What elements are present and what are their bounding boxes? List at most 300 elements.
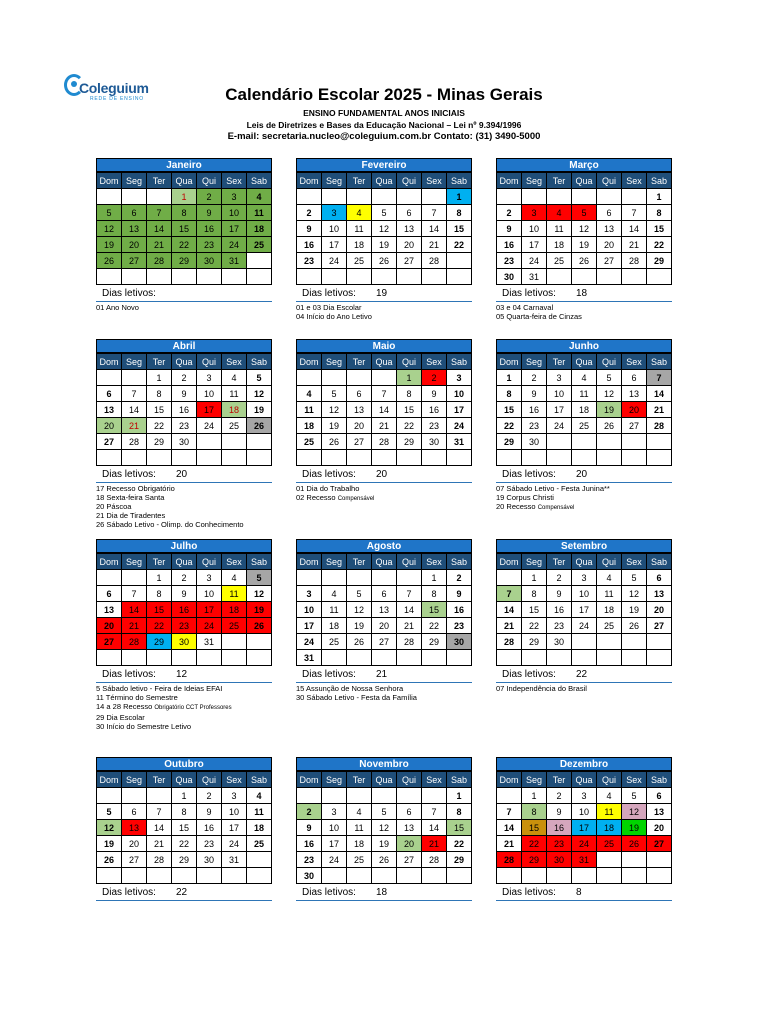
empty-cell xyxy=(522,189,547,205)
day-cell: 6 xyxy=(97,386,122,402)
weekday-header: Qui xyxy=(197,354,222,370)
day-cell: 18 xyxy=(597,602,622,618)
day-cell: 28 xyxy=(122,634,147,650)
day-cell: 5 xyxy=(597,370,622,386)
day-cell: 8 xyxy=(172,804,197,820)
day-cell: 2 xyxy=(547,788,572,804)
weekday-header: Sex xyxy=(222,173,247,189)
day-cell: 6 xyxy=(397,205,422,221)
day-cell: 29 xyxy=(147,634,172,650)
weekday-header: Sex xyxy=(422,772,447,788)
day-cell: 7 xyxy=(372,386,397,402)
day-cell: 21 xyxy=(147,836,172,852)
day-cell: 12 xyxy=(97,221,122,237)
day-cell: 8 xyxy=(172,205,197,221)
day-cell: 2 xyxy=(172,370,197,386)
note-item: 21 Dia de Tiradentes xyxy=(96,511,166,520)
day-cell: 17 xyxy=(297,618,322,634)
weekday-header: Dom xyxy=(297,554,322,570)
weekday-header: Sab xyxy=(247,554,272,570)
day-cell: 27 xyxy=(97,634,122,650)
day-cell: 31 xyxy=(447,434,472,450)
day-cell: 8 xyxy=(147,386,172,402)
weekday-header: Ter xyxy=(147,173,172,189)
school-days-value: 20 xyxy=(176,469,188,480)
day-cell: 2 xyxy=(547,570,572,586)
empty-cell xyxy=(647,434,672,450)
day-cell: 6 xyxy=(647,570,672,586)
month-title: Março xyxy=(496,158,672,172)
day-cell: 15 xyxy=(647,221,672,237)
day-cell: 16 xyxy=(197,820,222,836)
empty-cell xyxy=(347,269,372,285)
empty-cell xyxy=(397,650,422,666)
day-cell: 16 xyxy=(522,402,547,418)
weekday-header: Qui xyxy=(397,354,422,370)
day-cell: 10 xyxy=(322,820,347,836)
day-cell: 14 xyxy=(497,820,522,836)
day-cell: 25 xyxy=(597,836,622,852)
day-cell: 25 xyxy=(347,253,372,269)
note-item: 30 Início do Semestre Letivo xyxy=(96,722,192,731)
day-cell: 31 xyxy=(572,852,597,868)
day-cell: 11 xyxy=(222,586,247,602)
day-cell: 13 xyxy=(397,221,422,237)
empty-cell xyxy=(97,269,122,285)
empty-cell xyxy=(122,450,147,466)
month-notes xyxy=(96,303,272,312)
empty-cell xyxy=(422,269,447,285)
day-cell: 20 xyxy=(97,418,122,434)
day-cell: 13 xyxy=(647,586,672,602)
empty-cell xyxy=(247,450,272,466)
weekday-header: Sab xyxy=(247,354,272,370)
day-cell: 20 xyxy=(122,836,147,852)
day-cell: 21 xyxy=(422,836,447,852)
empty-cell xyxy=(372,868,397,884)
school-days-label: Dias letivos: xyxy=(102,469,156,480)
day-cell: 17 xyxy=(522,237,547,253)
school-days-label: Dias letivos: xyxy=(502,669,556,680)
month-table xyxy=(496,353,672,466)
empty-cell xyxy=(122,868,147,884)
day-cell: 22 xyxy=(172,237,197,253)
day-cell: 15 xyxy=(447,221,472,237)
empty-cell xyxy=(347,650,372,666)
day-cell: 31 xyxy=(197,634,222,650)
day-cell: 28 xyxy=(497,852,522,868)
school-days-value: 20 xyxy=(576,469,588,480)
contact-info: E-mail: secretaria.nucleo@coleguium.com.br Contato: (31) 3490-5000 xyxy=(227,131,541,142)
day-cell: 22 xyxy=(522,836,547,852)
weekday-header: Seg xyxy=(322,173,347,189)
weekday-header: Seg xyxy=(322,772,347,788)
day-cell: 3 xyxy=(197,570,222,586)
day-cell: 14 xyxy=(122,602,147,618)
day-cell: 27 xyxy=(347,434,372,450)
day-cell: 20 xyxy=(597,237,622,253)
day-cell: 30 xyxy=(197,852,222,868)
day-cell: 6 xyxy=(397,804,422,820)
month-notes xyxy=(96,684,272,731)
empty-cell xyxy=(647,269,672,285)
weekday-header: Sab xyxy=(647,354,672,370)
empty-cell xyxy=(397,269,422,285)
school-days-label: Dias letivos: xyxy=(102,288,156,299)
empty-cell xyxy=(647,634,672,650)
day-cell: 16 xyxy=(547,820,572,836)
empty-cell xyxy=(422,788,447,804)
empty-cell xyxy=(172,450,197,466)
month-table xyxy=(296,553,472,666)
weekday-header: Seg xyxy=(122,354,147,370)
weekday-header: Sab xyxy=(247,173,272,189)
weekday-header: Sab xyxy=(447,772,472,788)
day-cell: 21 xyxy=(122,418,147,434)
day-cell: 25 xyxy=(547,253,572,269)
day-cell: 27 xyxy=(397,253,422,269)
day-cell: 21 xyxy=(622,237,647,253)
weekday-header: Seg xyxy=(522,554,547,570)
weekday-header: Dom xyxy=(497,772,522,788)
weekday-header: Sex xyxy=(622,554,647,570)
day-cell: 7 xyxy=(497,586,522,602)
school-days xyxy=(496,669,672,683)
day-cell: 23 xyxy=(447,618,472,634)
weekday-header: Qui xyxy=(597,173,622,189)
month-notes xyxy=(296,684,472,702)
weekday-header: Ter xyxy=(147,554,172,570)
weekday-header: Qui xyxy=(197,772,222,788)
school-days xyxy=(96,288,272,302)
day-cell: 24 xyxy=(322,852,347,868)
day-cell: 10 xyxy=(447,386,472,402)
day-cell: 5 xyxy=(322,386,347,402)
empty-cell xyxy=(572,434,597,450)
day-cell: 22 xyxy=(647,237,672,253)
empty-cell xyxy=(197,269,222,285)
day-cell: 1 xyxy=(647,189,672,205)
day-cell: 28 xyxy=(422,253,447,269)
day-cell: 17 xyxy=(447,402,472,418)
weekday-header: Dom xyxy=(297,173,322,189)
empty-cell xyxy=(247,634,272,650)
day-cell: 7 xyxy=(397,586,422,602)
day-cell: 8 xyxy=(497,386,522,402)
empty-cell xyxy=(447,868,472,884)
day-cell: 27 xyxy=(622,418,647,434)
day-cell: 19 xyxy=(247,402,272,418)
empty-cell xyxy=(572,450,597,466)
day-cell: 23 xyxy=(497,253,522,269)
day-cell: 6 xyxy=(647,788,672,804)
school-days-value: 18 xyxy=(576,288,588,299)
day-cell: 19 xyxy=(372,836,397,852)
day-cell: 15 xyxy=(497,402,522,418)
note-item: 11 Término do Semestre xyxy=(96,693,178,702)
day-cell: 9 xyxy=(297,221,322,237)
school-days-label: Dias letivos: xyxy=(102,669,156,680)
school-days-value: 20 xyxy=(376,469,388,480)
empty-cell xyxy=(597,269,622,285)
month-table xyxy=(496,553,672,666)
note-item: 05 Quarta-feira de Cinzas xyxy=(496,312,582,321)
empty-cell xyxy=(297,450,322,466)
empty-cell xyxy=(597,650,622,666)
note-item: 20 Páscoa xyxy=(96,502,132,511)
day-cell: 20 xyxy=(397,237,422,253)
weekday-header: Sex xyxy=(622,354,647,370)
day-cell: 19 xyxy=(597,402,622,418)
school-days-label: Dias letivos: xyxy=(502,288,556,299)
day-cell: 24 xyxy=(572,618,597,634)
weekday-header: Qui xyxy=(197,554,222,570)
month-junho xyxy=(496,339,672,513)
day-cell: 19 xyxy=(322,418,347,434)
day-cell: 26 xyxy=(372,852,397,868)
empty-cell xyxy=(172,269,197,285)
empty-cell xyxy=(297,570,322,586)
day-cell: 22 xyxy=(397,418,422,434)
day-cell: 23 xyxy=(172,618,197,634)
day-cell: 12 xyxy=(247,586,272,602)
school-days-label: Dias letivos: xyxy=(502,469,556,480)
day-cell: 16 xyxy=(497,237,522,253)
empty-cell xyxy=(547,450,572,466)
day-cell: 6 xyxy=(122,205,147,221)
day-cell: 10 xyxy=(547,386,572,402)
day-cell: 13 xyxy=(397,820,422,836)
day-cell: 7 xyxy=(122,386,147,402)
day-cell: 10 xyxy=(222,804,247,820)
empty-cell xyxy=(622,434,647,450)
empty-cell xyxy=(397,788,422,804)
day-cell: 6 xyxy=(597,205,622,221)
month-abril xyxy=(96,339,272,529)
day-cell: 11 xyxy=(322,602,347,618)
day-cell: 22 xyxy=(422,618,447,634)
day-cell: 25 xyxy=(347,852,372,868)
day-cell: 1 xyxy=(397,370,422,386)
day-cell: 31 xyxy=(222,253,247,269)
day-cell: 12 xyxy=(622,586,647,602)
day-cell: 3 xyxy=(322,804,347,820)
empty-cell xyxy=(647,852,672,868)
day-cell: 23 xyxy=(547,836,572,852)
weekday-header: Qua xyxy=(372,554,397,570)
empty-cell xyxy=(447,253,472,269)
day-cell: 1 xyxy=(172,189,197,205)
day-cell: 13 xyxy=(622,386,647,402)
month-title: Outubro xyxy=(96,757,272,771)
day-cell: 15 xyxy=(522,602,547,618)
month-julho xyxy=(96,539,272,731)
day-cell: 8 xyxy=(422,586,447,602)
empty-cell xyxy=(622,650,647,666)
day-cell: 8 xyxy=(447,205,472,221)
day-cell: 17 xyxy=(322,237,347,253)
day-cell: 2 xyxy=(197,189,222,205)
day-cell: 24 xyxy=(222,237,247,253)
day-cell: 29 xyxy=(422,634,447,650)
day-cell: 12 xyxy=(322,402,347,418)
day-cell: 26 xyxy=(572,253,597,269)
day-cell: 12 xyxy=(572,221,597,237)
day-cell: 19 xyxy=(347,618,372,634)
day-cell: 8 xyxy=(522,586,547,602)
day-cell: 18 xyxy=(322,618,347,634)
empty-cell xyxy=(647,650,672,666)
day-cell: 3 xyxy=(297,586,322,602)
day-cell: 12 xyxy=(97,820,122,836)
note-item: 04 Início do Ano Letivo xyxy=(296,312,372,321)
day-cell: 7 xyxy=(497,804,522,820)
note-item: 01 Dia do Trabalho xyxy=(296,484,360,493)
day-cell: 7 xyxy=(122,586,147,602)
empty-cell xyxy=(547,868,572,884)
note-item: 20 Recesso Compensável xyxy=(496,502,575,511)
school-days xyxy=(496,288,672,302)
day-cell: 11 xyxy=(247,205,272,221)
day-cell: 11 xyxy=(347,221,372,237)
day-cell: 18 xyxy=(247,221,272,237)
day-cell: 10 xyxy=(222,205,247,221)
empty-cell xyxy=(322,570,347,586)
day-cell: 2 xyxy=(297,804,322,820)
empty-cell xyxy=(397,570,422,586)
empty-cell xyxy=(347,189,372,205)
month-notes xyxy=(496,684,672,693)
empty-cell xyxy=(497,788,522,804)
day-cell: 22 xyxy=(522,618,547,634)
day-cell: 21 xyxy=(422,237,447,253)
logo-name: Coleguium xyxy=(79,80,149,96)
day-cell: 11 xyxy=(572,386,597,402)
note-item: 01 Ano Novo xyxy=(96,303,139,312)
day-cell: 22 xyxy=(447,836,472,852)
school-days-value: 18 xyxy=(376,887,388,898)
empty-cell xyxy=(97,189,122,205)
empty-cell xyxy=(597,189,622,205)
day-cell: 22 xyxy=(147,418,172,434)
month-dezembro xyxy=(496,757,672,902)
day-cell: 13 xyxy=(122,820,147,836)
day-cell: 17 xyxy=(547,402,572,418)
day-cell: 14 xyxy=(647,386,672,402)
day-cell: 9 xyxy=(497,221,522,237)
month-maio xyxy=(296,339,472,504)
day-cell: 5 xyxy=(247,370,272,386)
empty-cell xyxy=(347,788,372,804)
day-cell: 26 xyxy=(97,253,122,269)
day-cell: 4 xyxy=(297,386,322,402)
day-cell: 11 xyxy=(597,586,622,602)
day-cell: 6 xyxy=(122,804,147,820)
weekday-header: Qui xyxy=(597,772,622,788)
note-item: 26 Sábado Letivo - Olimp. do Conhecimento xyxy=(96,520,244,529)
day-cell: 20 xyxy=(622,402,647,418)
empty-cell xyxy=(97,370,122,386)
day-cell: 29 xyxy=(647,253,672,269)
day-cell: 11 xyxy=(547,221,572,237)
month-outubro xyxy=(96,757,272,902)
weekday-header: Qui xyxy=(597,354,622,370)
day-cell: 10 xyxy=(297,602,322,618)
empty-cell xyxy=(222,269,247,285)
weekday-header: Dom xyxy=(97,772,122,788)
day-cell: 11 xyxy=(297,402,322,418)
day-cell: 26 xyxy=(347,634,372,650)
empty-cell xyxy=(322,370,347,386)
day-cell: 27 xyxy=(122,852,147,868)
empty-cell xyxy=(447,269,472,285)
note-item: 07 Sábado Letivo - Festa Junina** xyxy=(496,484,610,493)
day-cell: 23 xyxy=(172,418,197,434)
month-title: Dezembro xyxy=(496,757,672,771)
month-novembro xyxy=(296,757,472,902)
day-cell: 4 xyxy=(247,788,272,804)
empty-cell xyxy=(447,650,472,666)
weekday-header: Ter xyxy=(547,554,572,570)
day-cell: 4 xyxy=(347,205,372,221)
school-days xyxy=(96,469,272,483)
day-cell: 15 xyxy=(522,820,547,836)
day-cell: 9 xyxy=(522,386,547,402)
empty-cell xyxy=(347,570,372,586)
weekday-header: Qui xyxy=(197,173,222,189)
empty-cell xyxy=(347,370,372,386)
day-cell: 21 xyxy=(122,618,147,634)
month-fevereiro xyxy=(296,158,472,321)
month-table xyxy=(96,553,272,666)
weekday-header: Dom xyxy=(497,173,522,189)
day-cell: 29 xyxy=(172,852,197,868)
empty-cell xyxy=(497,189,522,205)
day-cell: 12 xyxy=(597,386,622,402)
weekday-header: Ter xyxy=(147,354,172,370)
school-days-label: Dias letivos: xyxy=(302,887,356,898)
empty-cell xyxy=(97,650,122,666)
day-cell: 18 xyxy=(547,237,572,253)
empty-cell xyxy=(422,450,447,466)
day-cell: 17 xyxy=(572,820,597,836)
day-cell: 5 xyxy=(372,804,397,820)
empty-cell xyxy=(97,450,122,466)
empty-cell xyxy=(597,868,622,884)
school-days-label: Dias letivos: xyxy=(302,288,356,299)
day-cell: 31 xyxy=(297,650,322,666)
month-agosto xyxy=(296,539,472,702)
day-cell: 24 xyxy=(322,253,347,269)
weekday-header: Sex xyxy=(222,354,247,370)
weekday-header: Ter xyxy=(147,772,172,788)
day-cell: 5 xyxy=(622,570,647,586)
empty-cell xyxy=(247,253,272,269)
day-cell: 16 xyxy=(422,402,447,418)
day-cell: 25 xyxy=(222,418,247,434)
day-cell: 20 xyxy=(397,836,422,852)
weekday-header: Qua xyxy=(572,554,597,570)
day-cell: 19 xyxy=(622,820,647,836)
day-cell: 12 xyxy=(622,804,647,820)
empty-cell xyxy=(122,650,147,666)
empty-cell xyxy=(547,189,572,205)
day-cell: 19 xyxy=(97,237,122,253)
day-cell: 26 xyxy=(597,418,622,434)
day-cell: 17 xyxy=(197,602,222,618)
day-cell: 18 xyxy=(347,237,372,253)
day-cell: 21 xyxy=(397,618,422,634)
